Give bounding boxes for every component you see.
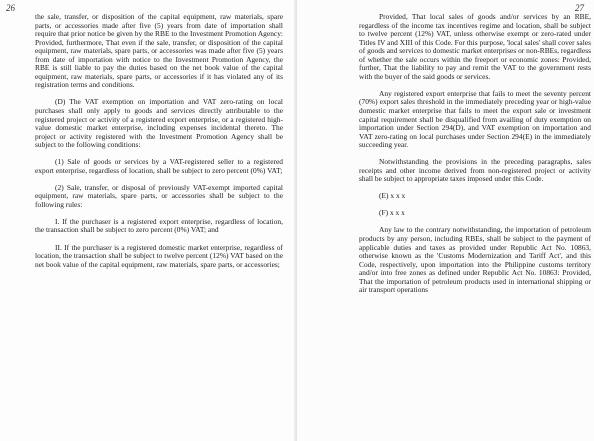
paragraph: Provided, That local sales of goods and/or services by an RBE, regardless of the income tax incentives regime and location, shall be subject to twelve percent (12%) VAT, unless otherwise exempt or zero-rated under Titles IV and XIII of this Code. For this purpose, 'local sales' shall cover sales of goods and services to domestic market enterprises or non-RBEs, regardless of whether the sale occurs within the freeport or economic zones: Provided, further, That the liability to pay and remit the VAT to the government rests with the buyer of the said goods or services. (359, 12, 592, 81)
paragraph: Any law to the contrary notwithstanding, the importation of petroleum products by any person, including RBEs, shall be subject to the payment of applicable duties and taxes as provided under Republic Act No. 10863, otherwise known as the 'Customs Modernization and Tariff Act', and this Code, respectively, upon importation into the Philippine customs territory and/or into free zones as defined under Republic Act No. 10863: Provided, That the importation of petroleum products used in international shipping or air transport operations (359, 225, 591, 295)
paragraph: (F) x x x (379, 208, 405, 218)
paragraph: Notwithstanding the provisions in the preceding paragraphs, sales receipts and other income derived from non-registered project or activity shall be subject to appropriate taxes imposed under this Code. (359, 157, 591, 184)
paragraph: Any registered export enterprise that fails to meet the seventy percent (70%) export sales threshold in the immediately preceding year or high-value domestic market enterprise that fails to meet the export sale or investment capital requirement shall be disqualified from availing of duty exemption on importation under Section 294(D), and VAT exemption on importation and VAT zero-rating on local purchases under Section 294(E) in the immediately succeeding year. (359, 88, 591, 150)
paragraph: (2) Sale, transfer, or disposal of previously VAT-exempt imported capital equipment, raw materials, spare parts, or accessories shall be subject to the following rules: (35, 182, 283, 209)
page-number-right: 27 (575, 3, 584, 13)
right-page (297, 0, 594, 441)
right-text-column (359, 13, 591, 303)
left-text-column (35, 13, 283, 278)
paragraph: the sale, transfer, or disposition of the capital equipment, raw materials, spare parts, or accessories made after five (5) years from date of importation shall require that prior notice be given by the RBE to the Investment Promotion Agency: Provided, furthermore, That even if the sale, transfer, or disposition of the capital equipment, raw materials, spare parts, or accessories was made after five (5) years from date of importation with notice to the Investment Promotion Agency, the RBE is still liable to pay the duties based on the net book value of the capital equipment, raw materials, spare parts, or accessories if it has violated any of its registration terms and conditions. (35, 12, 283, 90)
paragraph: (E) x x x (379, 191, 406, 201)
paragraph: I. If the purchaser is a registered export enterprise, regardless of location, the transaction shall be subject to zero percent (0%) VAT; and (35, 216, 283, 235)
page-number-left: 26 (6, 3, 15, 13)
paragraph: (1) Sale of goods or services by a VAT-registered seller to a registered export enterprise, regardless of location, shall be subject to zero percent (0%) VAT; (35, 157, 283, 175)
paragraph: II. If the purchaser is a registered domestic market enterprise, regardless of location, the transaction shall be subject to twelve percent (12%) VAT based on the net book value of the capital equipment, raw materials, spare parts, or accessories; (35, 242, 283, 269)
paragraph: (D) The VAT exemption on importation and VAT zero-rating on local purchases shall only apply to goods and services directly attributable to the registered project or activity of a registered export enterprise, or a registered high-value domestic market enterprise, including expenses incidental thereto. The project or activity registered with the Investment Promotion Agency shall be subject to the following conditions: (35, 97, 283, 150)
